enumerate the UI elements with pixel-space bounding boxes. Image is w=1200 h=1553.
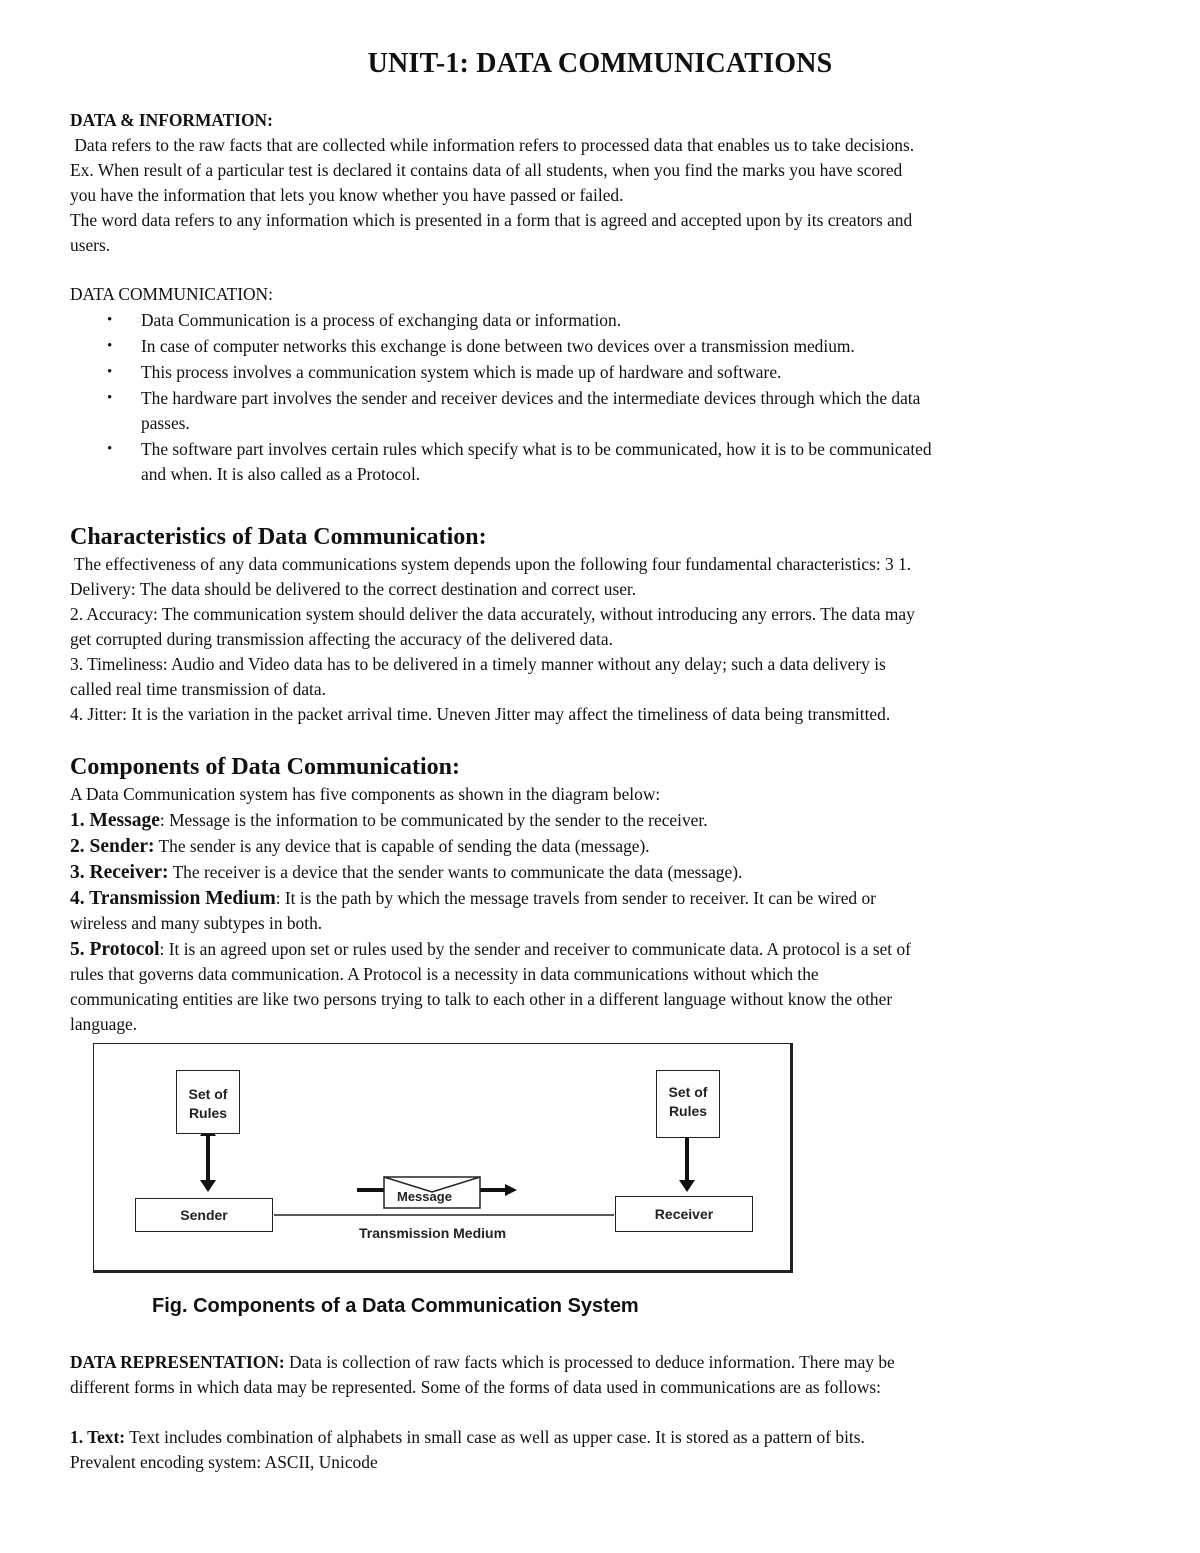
component-item: 3. Receiver: The receiver is a device that the sender wants to communicate the data (message). [70, 862, 743, 883]
paragraph-line: different forms in which data may be represented. Some of the forms of data used in communications are as follows: [70, 1377, 882, 1397]
text-form-term: 1. Text: [70, 1427, 126, 1447]
paragraph-line: called real time transmission of data. [70, 679, 326, 699]
bullet-icon: • [107, 338, 113, 354]
section-data-information [70, 108, 1130, 258]
component-item: 4. Transmission Medium: It is the path by which the message travels from sender to receiver. It can be wired or wireless and many subtypes in both. [70, 888, 876, 933]
component-term: 1. Message [70, 810, 160, 831]
medium-label: Transmission Medium [359, 1225, 507, 1241]
component-item: 1. Message: Message is the information to be communicated by the sender to the receiver. [70, 810, 708, 831]
section-heading: DATA COMMUNICATION: [70, 284, 273, 304]
section-heading: Components of Data Communication: [70, 754, 460, 780]
paragraph-line: users. [70, 235, 111, 255]
paragraph-line: 4. Jitter: It is the variation in the packet arrival time. Uneven Jitter may affect the timeliness of data being transmitted. [70, 704, 891, 724]
section-data-communication [70, 282, 1130, 487]
list-item: • This process involves a communication system which is made up of hardware and software. [70, 360, 1130, 385]
figure-caption: Fig. Components of a Data Communication System [152, 1295, 639, 1317]
list-item: • Data Communication is a process of exchanging data or information. [70, 308, 1130, 333]
component-term: 3. Receiver: [70, 862, 169, 883]
paragraph-line: 3. Timeliness: Audio and Video data has to be delivered in a timely manner without any delay; such a data delivery is [70, 654, 886, 674]
paragraph-line: The word data refers to any information which is presented in a form that is agreed and accepted upon by its creators and [70, 210, 913, 230]
section-heading: DATA REPRESENTATION: [70, 1352, 285, 1372]
bullet-icon: • [107, 364, 113, 380]
paragraph-line: Delivery: The data should be delivered to the correct destination and correct user. [70, 579, 637, 599]
paragraph-line: Ex. When result of a particular test is declared it contains data of all students, when you find the marks you have scored [70, 160, 903, 180]
section-heading: Characteristics of Data Communication: [70, 524, 487, 550]
paragraph-line: Prevalent encoding system: ASCII, Unicode [70, 1452, 378, 1472]
bullet-icon: • [107, 441, 113, 457]
paragraph-line: Data refers to the raw facts that are collected while information refers to processed data that enables us to take decisions. [70, 135, 915, 155]
component-item: 5. Protocol: It is an agreed upon set or rules used by the sender and receiver to communicate data. A protocol is a set of rules that governs data communication. A Protocol is a necessity in data communications without which the communicating entities are like two persons trying to talk to each other in a different language without know the other language. [70, 939, 911, 1034]
paragraph-line: 2. Accuracy: The communication system should deliver the data accurately, without introducing any errors. The data may [70, 604, 915, 624]
bullet-list [70, 308, 1130, 487]
component-item: 2. Sender: The sender is any device that is capable of sending the data (message). [70, 836, 650, 857]
component-term: 2. Sender: [70, 836, 155, 857]
list-item: • The software part involves certain rules which specify what is to be communicated, how it is to be communicated and when. It is also called as a Protocol. [107, 439, 932, 484]
left-arrow-down-icon [200, 1180, 216, 1192]
left-rules-box: Set of Rules [176, 1070, 240, 1134]
section-characteristics [70, 522, 1130, 727]
right-arrow-down-icon [679, 1180, 695, 1192]
bullet-icon: • [107, 312, 113, 328]
right-rules-box: Set of Rules [656, 1070, 720, 1138]
message-arrow-head-icon [505, 1184, 517, 1196]
components-diagram [93, 1043, 793, 1273]
paragraph-line: get corrupted during transmission affecting the accuracy of the delivered data. [70, 629, 613, 649]
paragraph-line: you have the information that lets you know whether you have passed or failed. [70, 185, 624, 205]
page-title: UNIT-1: DATA COMMUNICATIONS [367, 48, 833, 79]
paragraph-line: A Data Communication system has five components as shown in the diagram below: [70, 784, 661, 804]
paragraph-line: The effectiveness of any data communications system depends upon the following four fundamental characteristics: 3 1. [70, 554, 912, 574]
section-components [70, 752, 1130, 1037]
component-term: 4. Transmission Medium [70, 888, 276, 909]
sender-box: Sender [135, 1198, 273, 1232]
section-heading: DATA & INFORMATION: [70, 110, 273, 130]
component-term: 5. Protocol [70, 939, 160, 960]
receiver-box: Receiver [615, 1196, 753, 1232]
list-item: • In case of computer networks this exchange is done between two devices over a transmission medium. [70, 334, 1130, 359]
list-item: • The hardware part involves the sender and receiver devices and the intermediate devices through which the data passes. [107, 388, 921, 433]
section-data-representation: DATA REPRESENTATION: Data is collection of raw facts which is processed to deduce information. There may be different forms in which data may be represented. Some of the forms of data used in communications are as follows: 1. Text: Text includes combination of alphabets in small case as well as upper case. It is stored as a pattern of bits. Prevalent encoding system: ASCII, Unicode [70, 1350, 1130, 1475]
bullet-icon: • [107, 390, 113, 406]
message-label: Message [397, 1189, 452, 1204]
